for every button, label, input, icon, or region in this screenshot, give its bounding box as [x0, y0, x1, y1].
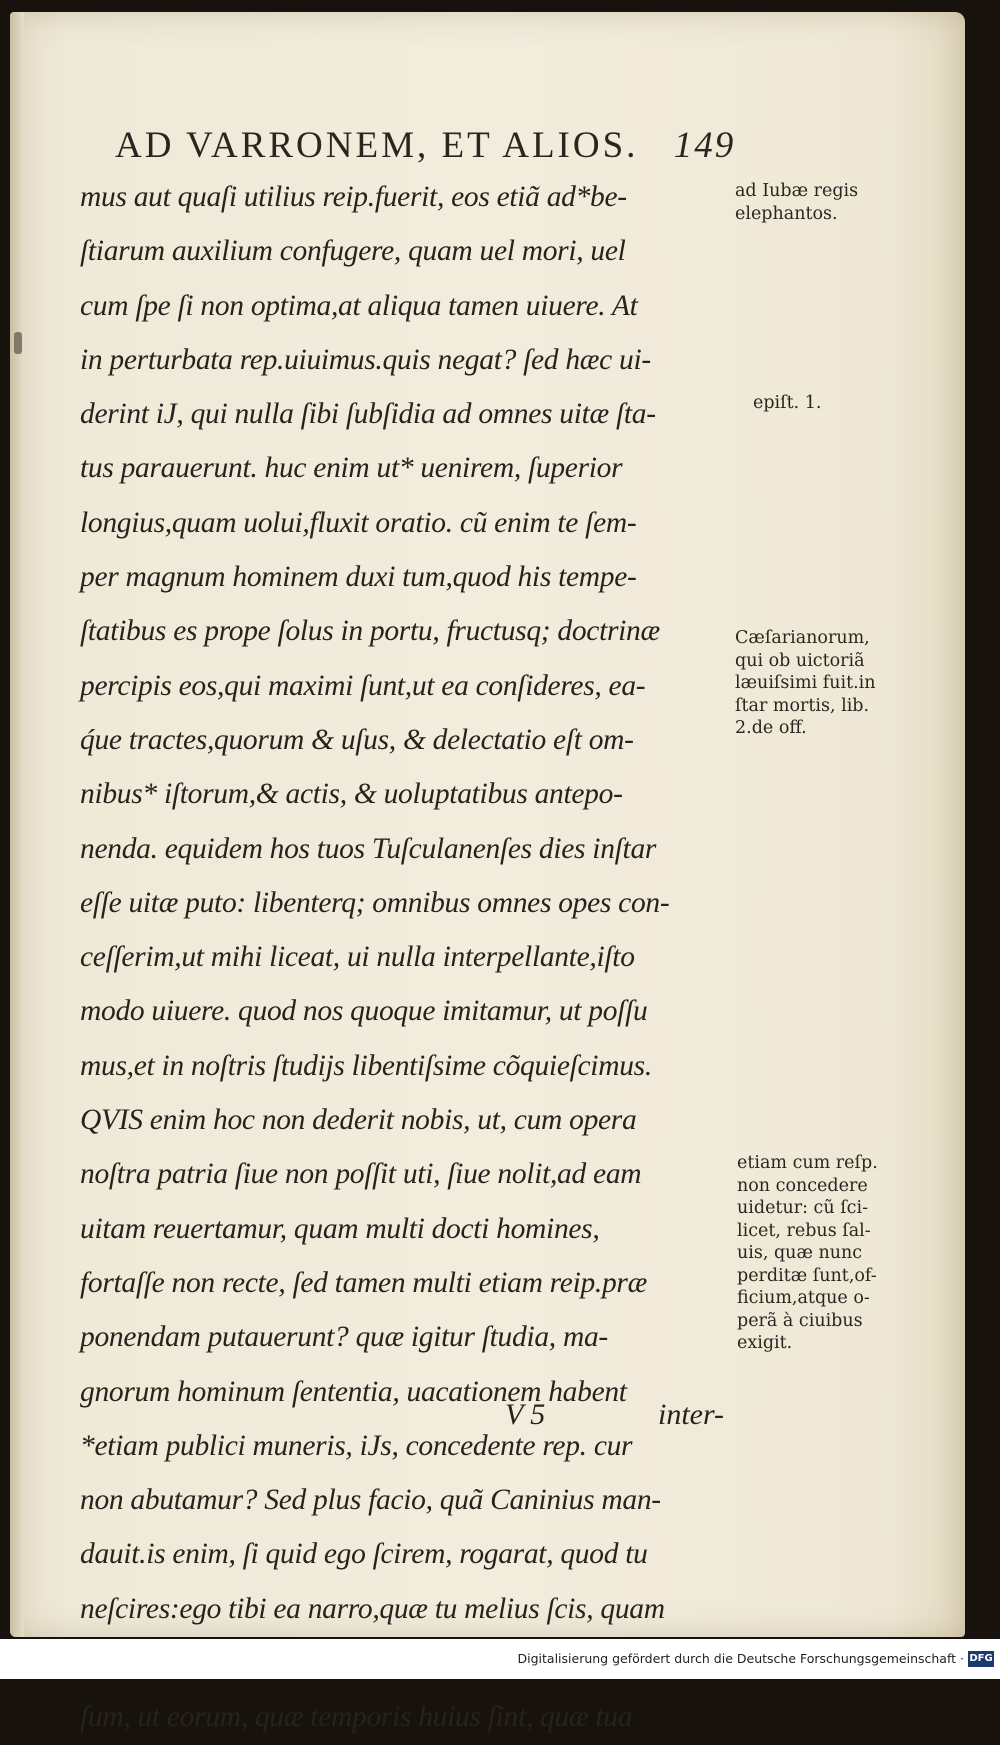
text-line: *etiam publici muneris, iJs, concedente rep. cur	[80, 1429, 633, 1462]
side-note-line: licet, rebus ſal-	[737, 1220, 871, 1241]
side-note-line: non concedere	[737, 1175, 868, 1196]
text-line: eſſe uitæ puto: libenterq; omnibus omnes opes con-	[80, 886, 670, 919]
side-note	[753, 392, 822, 415]
side-note-line: epiſt. 1.	[753, 393, 822, 413]
text-line: gnorum hominum ſententia, uacationem habent	[80, 1375, 627, 1408]
side-note	[735, 627, 876, 740]
page-edge	[10, 12, 24, 1637]
funding-credit: Digitalisierung gefördert durch die Deutsche Forschungsgemeinschaft ·	[517, 1651, 964, 1666]
ink-stain	[14, 332, 22, 354]
side-note-line: exigit.	[737, 1333, 793, 1353]
text-line: in perturbata rep.uiuimus.quis negat? ſed hæc ui-	[80, 343, 651, 376]
signature-mark: V 5	[505, 1398, 546, 1431]
text-line: fortaſſe non recte, ſed tamen multi etiam reip.præ	[80, 1266, 647, 1299]
side-note-line: ſtar mortis, lib.	[735, 695, 870, 716]
main-text-block	[80, 170, 730, 1745]
text-line: tus parauerunt. huc enim ut* uenirem, ſuperior	[80, 452, 623, 485]
text-line: per magnum hominem duxi tum,quod his tempe-	[80, 561, 637, 594]
side-note-line: etiam cum reſp.	[737, 1153, 878, 1173]
text-line: ceſſerim,ut mihi liceat, ui nulla interpellante,iſto	[80, 941, 635, 974]
side-note-line: læuiſsimi fuit.in	[735, 673, 876, 693]
side-note-line: elephantos.	[735, 203, 838, 224]
text-line: non abutamur? Sed plus facio, quã Caninius man-	[80, 1484, 661, 1517]
text-line: mus aut quaſi utilius reip.fuerit, eos etiã ad*be-	[80, 181, 627, 213]
side-note-line: perã à ciuibus	[737, 1310, 863, 1331]
text-line: mus,et in noſtris ſtudijs libentiſsime cõquieſcimus.	[80, 1049, 652, 1082]
text-line: noſtra patria ſiue non poſſit uti, ſiue nolit,ad eam	[80, 1158, 642, 1191]
text-line: ſum, ut eorum, quæ temporis huius ſint, quæ tua	[80, 1701, 633, 1734]
side-note-line: perditæ ſunt,of-	[737, 1265, 877, 1286]
text-line: longius,quam uolui,fluxit oratio. cũ enim te ſem-	[80, 506, 637, 539]
text-line: cum ſpe ſi non optima,at aliqua tamen uiuere. At	[80, 289, 638, 322]
text-line: uitam reuertamur, quam multi docti homines,	[80, 1212, 600, 1245]
catchword: inter-	[658, 1398, 725, 1431]
text-line: dauit.is enim, ſi quid ego ſcirem, rogarat, quod tu	[80, 1538, 648, 1571]
side-note-line: ad Iubæ regis	[735, 181, 859, 201]
text-line: ſtiarum auxilium confugere, quam uel mori, uel	[80, 235, 626, 268]
running-head	[115, 124, 735, 167]
side-note-line: ficium,atque o-	[737, 1288, 870, 1308]
text-line: nenda. equidem hos tuos Tuſculanenſes dies inſtar	[80, 832, 657, 865]
text-line: ſtatibus es prope ſolus in portu, fructusq; doctrinæ	[80, 615, 660, 648]
side-note	[735, 180, 858, 225]
footer-bar	[0, 1639, 1000, 1679]
text-line: neſcires:ego tibi ea narro,quæ tu melius ſcis, quam	[80, 1592, 665, 1625]
text-line: derint iJ, qui nulla ſibi ſubſidia ad omnes uitæ ſta-	[80, 398, 656, 431]
side-note-line: Cæſarianorum,	[735, 628, 870, 648]
side-note-line: uis, quæ nunc	[737, 1243, 863, 1263]
text-line: q́ue tractes,quorum & uſus, & delectatio eſt om-	[80, 723, 634, 756]
dfg-logo: DFG	[968, 1651, 994, 1667]
side-note-line: qui ob uictoriã	[735, 650, 865, 671]
text-line: QVIS enim hoc non dederit nobis, ut, cum opera	[80, 1104, 637, 1137]
side-note-line: 2.de off.	[735, 718, 807, 738]
text-line: modo uiuere. quod nos quoque imitamur, ut poſſu	[80, 995, 648, 1028]
text-line: ponendam putauerunt? quæ igitur ſtudia, ma-	[80, 1321, 608, 1354]
running-head-title: AD VARRONEM, ET ALIOS.	[115, 125, 639, 166]
page-number: 149	[673, 125, 736, 166]
side-note	[737, 1152, 878, 1355]
text-line: percipis eos,qui maximi ſunt,ut ea conſideres, ea-	[80, 669, 646, 702]
text-line: nibus* iſtorum,& actis, & uoluptatibus antepo-	[80, 778, 623, 811]
catchline	[10, 1398, 965, 1438]
side-note-line: uidetur: cũ ſci-	[737, 1198, 868, 1218]
